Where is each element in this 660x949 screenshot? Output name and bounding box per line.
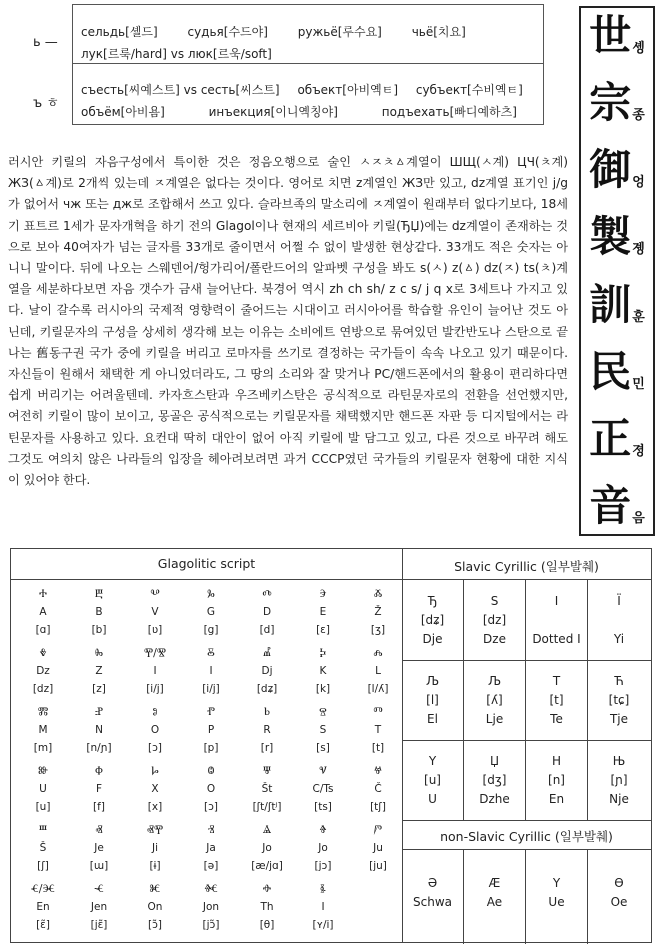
glagolitic-letter-cell bbox=[183, 880, 239, 934]
phonetic-value: [g] bbox=[203, 624, 219, 636]
cyrillic-letter-cell bbox=[402, 580, 464, 660]
glagolitic-glyph: Ⱂ bbox=[206, 705, 216, 718]
glagolitic-glyph: Ⱆ bbox=[38, 764, 48, 777]
latin-transliteration: R bbox=[263, 724, 271, 736]
phonetic-value: [ju] bbox=[369, 860, 387, 872]
phonetic-value: [ts] bbox=[314, 801, 332, 813]
cyrillic-letter-cell bbox=[588, 850, 650, 944]
phonetic-value: [t] bbox=[549, 693, 564, 707]
phonetic-value: [ɛ̃] bbox=[36, 919, 50, 931]
example-word: судья[수드야] bbox=[187, 25, 268, 39]
latin-transliteration: Ji bbox=[151, 842, 158, 854]
seal-row bbox=[589, 11, 645, 60]
glagolitic-letter-cell bbox=[127, 880, 183, 934]
glagolitic-letter-cell bbox=[15, 585, 71, 639]
seal-hangul: 민 bbox=[632, 376, 645, 392]
example-word: объект[아비옉ㅌ] bbox=[297, 83, 399, 97]
phonetic-value: [ɨ] bbox=[149, 860, 161, 872]
letter-name: Dze bbox=[483, 632, 506, 646]
phonetic-value: [ʎ] bbox=[486, 693, 503, 707]
letter-name: El bbox=[427, 712, 438, 726]
latin-transliteration: Ž bbox=[374, 606, 382, 618]
glagolitic-glyph: Ⰾ bbox=[373, 646, 383, 659]
glagolitic-glyph: Ⱔ/Ⱗ bbox=[31, 882, 55, 895]
hard-line-1 bbox=[81, 81, 549, 98]
glagolitic-glyph: Ⱅ bbox=[373, 705, 383, 718]
slavic-cyrillic-table bbox=[402, 548, 652, 943]
latin-transliteration: E bbox=[319, 606, 327, 618]
letter-name: Schwa bbox=[413, 895, 452, 909]
phonetic-value: [ʋ] bbox=[147, 624, 163, 636]
letter-name: Dje bbox=[422, 632, 443, 646]
letter-name: U bbox=[428, 792, 437, 806]
grid-line bbox=[402, 740, 651, 741]
cyrillic-letter-cell bbox=[588, 580, 650, 660]
glagolitic-letter-cell bbox=[239, 644, 295, 698]
glagolitic-letter-cell bbox=[350, 644, 406, 698]
phonetic-value: [ɛ] bbox=[316, 624, 330, 636]
phonetic-value: [m] bbox=[33, 742, 53, 754]
glagolitic-glyph: Ⱇ bbox=[95, 764, 103, 777]
latin-transliteration: Dj bbox=[261, 665, 273, 677]
glagolitic-letter-cell bbox=[183, 821, 239, 875]
glagolitic-letter-cell bbox=[295, 880, 351, 934]
phonetic-value: [ʏ/i] bbox=[312, 919, 334, 931]
cyrillic-glyph: Ђ bbox=[427, 594, 438, 608]
letter-name: Nje bbox=[609, 792, 629, 806]
glagolitic-letter-cell bbox=[239, 585, 295, 639]
latin-transliteration: B bbox=[95, 606, 103, 618]
latin-transliteration: Th bbox=[260, 901, 274, 913]
letter-name: Dotted I bbox=[532, 632, 581, 646]
letter-name: Ue bbox=[548, 895, 565, 909]
glagolitic-glyph: Ⰳ bbox=[207, 587, 215, 600]
phonetic-value: [s] bbox=[316, 742, 330, 754]
letter-name: Lje bbox=[485, 712, 504, 726]
seal-hangul: 졍 bbox=[632, 443, 645, 459]
latin-transliteration: I bbox=[321, 901, 325, 913]
phonetic-value bbox=[526, 611, 587, 630]
latin-transliteration: T bbox=[374, 724, 382, 736]
example-word: чьё[치요] bbox=[411, 25, 466, 39]
latin-transliteration: K bbox=[319, 665, 327, 677]
cyrillic-glyph: Æ bbox=[488, 876, 501, 890]
example-word: инъекция[이니옉칭야] bbox=[208, 105, 338, 119]
slavic-grid bbox=[402, 579, 651, 820]
cyrillic-glyph: Н bbox=[551, 754, 562, 768]
example-word: подъехать[빠디예하츠] bbox=[381, 105, 517, 119]
glagolitic-glyph: Ⱑ bbox=[262, 823, 272, 836]
soft-line-2: лук[르룩/hard] vs люк[르욱/soft] bbox=[81, 47, 272, 61]
glagolitic-letter-cell bbox=[71, 880, 127, 934]
letter-name: Te bbox=[550, 712, 563, 726]
seal-hanja: 御 bbox=[589, 145, 632, 195]
cyrillic-letter-cell bbox=[464, 580, 526, 660]
latin-transliteration: Dz bbox=[36, 665, 50, 677]
hard-sign-label: ъ ㅎ bbox=[33, 96, 59, 111]
phonetic-value: [u] bbox=[35, 801, 51, 813]
phonetic-value bbox=[588, 611, 650, 630]
latin-transliteration: I bbox=[153, 665, 157, 677]
glagolitic-letter-cell bbox=[239, 762, 295, 816]
glagolitic-glyph: Ⱄ bbox=[319, 705, 327, 718]
seal-hanja: 民 bbox=[589, 346, 632, 396]
cyrillic-glyph: Ү bbox=[428, 754, 437, 768]
glagolitic-glyph: Ⱘ bbox=[149, 882, 161, 895]
body-paragraph: 러시안 키릴의 자음구성에서 특이한 것은 정음오행으로 술인 ㅅㅈㅊㅿ계열이 ШЩ(ㅅ계) ЦЧ(ㅊ계) ЖЗ(ㅿ계)로 2개씩 있는데 ㅈ계열은 없다는 것이다. 영어로 치면 z계열인 ЖЗ만 있고, dz계열 표기인 j/g가 없어서 чж 또는 дж로 조합해서 쓰고 있다. 슬라브족의 말소리에 ㅈ계열이 원래부터 없다기보다, 18세기 표트르 1세가 문자개혁을 하기 전의 Glagol이나 현재의 세르비아 키릴(ЂЏ)에는 dz계열이 존재하는 것으로 보아 40여자가 넘는 글자를 33개로 줄이면서 어쩔 수 없이 발생한 현상같다. 33개도 적은 숫자는 아니니 말이다. 뒤에 나오는 스웨덴어/헝가리어/폴란드어의 알파벳 구성을 봐도 s(ㅅ) z(ㅿ) dz(ㅈ) ts(ㅊ)계열을 세분하다보면 자음 갯수가 금새 늘어난다. 북경어 역시 zh ch sh/ z c s/ j q x로 3세트나 가지고 있다. 날이 갈수록 러시아의 국제적 영향력이 줄어드는 시대이고 러시아어를 학습할 유인이 늘어난 것도 아닌데, 키릴문자의 구성을 상세히 생각해 보는 이유는 소비에트 연방으로 묶여있던 발칸반도나 스탄으로 끝나는 舊동구권 국가 중에 키릴을 버리고 로마자를 쓰기로 결정하는 국가들이 속속 나오고 있기 때문이다. 자신들이 원해서 채택한 게 아니었더라도, 그 땅의 소리와 잘 맞거나 PC/핸드폰에서의 활용이 편리하다면 쉽게 버리기는 어려울텐데. 카자흐스탄과 우즈베키스탄은 공식적으로 라틴문자로의 전환을 선언했지만, 여전히 키릴이 많이 보이고, 몽골은 공식적으로는 키릴문자를 채택했지만 핸드폰 자판 등 디지털에서는 라틴문자를 사용하고 있다. 요컨대 딱히 대안이 없어 아직 키릴에 발 담그고 있고, 다른 것으로 바꾸려 해도 그것도 여의치 않은 나라들의 입장을 헤아려보려면 과거 CCCP였던 국가들의 키릴문자 현황에 대한 지식이 있어야 한다. bbox=[8, 155, 568, 488]
glagolitic-letter-cell bbox=[350, 762, 406, 816]
latin-transliteration: Jen bbox=[90, 901, 108, 913]
phonetic-value: [jɔ̃] bbox=[202, 919, 220, 931]
glagolitic-glyph: Ⱀ bbox=[94, 705, 104, 718]
phonetic-value: [z] bbox=[92, 683, 106, 695]
seal-row bbox=[589, 212, 645, 262]
phonetic-value: [k] bbox=[315, 683, 331, 695]
phonetic-value: [l] bbox=[426, 693, 439, 707]
cyrillic-glyph: І bbox=[554, 594, 559, 608]
seal-row bbox=[589, 78, 645, 128]
latin-transliteration: N bbox=[95, 724, 103, 736]
glagolitic-letter-cell bbox=[295, 821, 351, 875]
glagolitic-glyph: Ⰹ/Ⰺ bbox=[143, 646, 167, 659]
phonetic-value: [r] bbox=[260, 742, 274, 754]
cyrillic-glyph: Ѕ bbox=[490, 594, 499, 608]
example-word: ружьё[루수요] bbox=[297, 25, 382, 39]
glagolitic-letter-cell bbox=[127, 821, 183, 875]
glagolitic-glyph: Ⰵ bbox=[319, 587, 327, 600]
glagolitic-letter-cell bbox=[15, 703, 71, 757]
non-slavic-grid bbox=[402, 849, 651, 944]
glagolitic-letter-cell bbox=[127, 762, 183, 816]
glagolitic-glyph: Ⰸ bbox=[94, 646, 104, 659]
glagolitic-letter-cell bbox=[239, 821, 295, 875]
phonetic-value: [dʒ] bbox=[482, 773, 507, 787]
phonetic-value: [d] bbox=[259, 624, 275, 636]
glagolitic-glyph: Ⱖ bbox=[319, 823, 327, 836]
letter-name: Yi bbox=[613, 632, 625, 646]
phonetic-value: [i/j] bbox=[202, 683, 220, 695]
seal-row bbox=[589, 346, 645, 396]
seal-hanja: 訓 bbox=[589, 279, 632, 329]
seal-hanja: 世 bbox=[589, 11, 632, 60]
glagolitic-glyph: Ⰴ bbox=[262, 587, 272, 600]
latin-transliteration: Je bbox=[94, 842, 104, 854]
glagolitic-glyph: Ⱃ bbox=[264, 705, 270, 718]
phonetic-value: [jɔ] bbox=[314, 860, 332, 872]
phonetic-value: [u] bbox=[424, 773, 441, 787]
seal-hangul: 엉 bbox=[632, 175, 645, 191]
latin-transliteration: Jo bbox=[318, 842, 328, 854]
glagolitic-glyph: Ⰱ bbox=[94, 587, 103, 600]
glagolitic-letter-cell bbox=[295, 585, 351, 639]
cyrillic-letter-cell bbox=[588, 740, 650, 820]
phonetic-value: [ɔ] bbox=[148, 742, 162, 754]
phonetic-value: [b] bbox=[91, 624, 107, 636]
latin-transliteration: Z bbox=[95, 665, 103, 677]
glagolitic-glyph: Ⱙ bbox=[204, 882, 218, 895]
cyrillic-letter-cell bbox=[588, 660, 650, 740]
seal-hangul: 졩 bbox=[632, 242, 645, 258]
seal-hanja: 製 bbox=[589, 212, 632, 262]
seal-hanja: 音 bbox=[589, 480, 632, 530]
latin-transliteration: A bbox=[39, 606, 47, 618]
glagolitic-glyph: Ⱋ bbox=[262, 764, 271, 777]
glagolitic-glyph: Ⱛ bbox=[320, 882, 326, 895]
phonetic-value: [i/j] bbox=[146, 683, 164, 695]
cyrillic-letter-cell bbox=[402, 740, 464, 820]
latin-transliteration: U bbox=[39, 783, 47, 795]
phonetic-value: [ʒ] bbox=[370, 624, 386, 636]
phonetic-value: [ɲ] bbox=[610, 773, 628, 787]
slavic-title: Slavic Cyrillic (일부발췌) bbox=[454, 559, 599, 574]
non-slavic-title: non-Slavic Cyrillic (일부발췌) bbox=[440, 829, 613, 844]
phonetic-value: [n] bbox=[548, 773, 565, 787]
glagolitic-letter-cell bbox=[295, 703, 351, 757]
latin-transliteration: G bbox=[206, 606, 216, 618]
cyrillic-letter-cell bbox=[402, 660, 464, 740]
latin-transliteration: F bbox=[95, 783, 103, 795]
soft-sign-label: ь — bbox=[33, 35, 58, 50]
latin-transliteration: P bbox=[207, 724, 215, 736]
latin-transliteration: O bbox=[150, 724, 160, 736]
glagolitic-glyph: Ⰿ bbox=[37, 705, 49, 718]
phonetic-value: [ɔ] bbox=[204, 801, 218, 813]
phonetic-value: [θ] bbox=[259, 919, 275, 931]
cyrillic-letter-cell bbox=[402, 850, 464, 944]
glagolitic-letter-cell bbox=[183, 585, 239, 639]
phonetic-value: [dʑ] bbox=[420, 613, 445, 627]
cyrillic-glyph: Т bbox=[552, 674, 561, 688]
latin-transliteration: D bbox=[262, 606, 272, 618]
latin-transliteration: Jon bbox=[202, 901, 220, 913]
glagolitic-letter-cell bbox=[127, 644, 183, 698]
glagolitic-glyph: Ⱌ bbox=[319, 764, 327, 777]
glagolitic-letter-cell bbox=[295, 644, 351, 698]
latin-transliteration: O bbox=[206, 783, 216, 795]
cyrillic-glyph: Љ bbox=[487, 674, 502, 688]
latin-transliteration: Č bbox=[374, 783, 382, 795]
glagolitic-letter-cell bbox=[239, 703, 295, 757]
soft-line-1 bbox=[81, 23, 492, 40]
phonetic-value: [dz] bbox=[482, 613, 507, 627]
seal-hangul: 종 bbox=[632, 108, 645, 124]
cyrillic-glyph: Ә bbox=[427, 876, 438, 890]
cyrillic-letter-cell bbox=[464, 740, 526, 820]
glagolitic-glyph: Ⱁ bbox=[152, 705, 158, 718]
latin-transliteration: I bbox=[209, 665, 213, 677]
cyrillic-glyph: Џ bbox=[489, 754, 500, 768]
cyrillic-letter-cell bbox=[464, 660, 526, 740]
seal-row bbox=[589, 279, 645, 329]
seal-hangul: 훈 bbox=[632, 309, 645, 325]
glagolitic-letter-cell bbox=[71, 762, 127, 816]
glagolitic-glyph: Ⰼ bbox=[263, 646, 271, 659]
seal-hanja: 正 bbox=[589, 413, 632, 463]
glagolitic-letter-cell bbox=[71, 821, 127, 875]
letter-name: En bbox=[548, 792, 565, 806]
cyrillic-glyph: Љ bbox=[425, 674, 440, 688]
latin-transliteration: S bbox=[319, 724, 327, 736]
seal-hangul: 솅 bbox=[632, 41, 645, 56]
cyrillic-glyph: Ћ bbox=[614, 674, 624, 688]
latin-transliteration: On bbox=[147, 901, 163, 913]
latin-transliteration: Š bbox=[39, 842, 47, 854]
phonetic-value: [n/ɲ] bbox=[86, 742, 112, 754]
glagolitic-letter-cell bbox=[71, 644, 127, 698]
glagolitic-letter-cell bbox=[183, 644, 239, 698]
latin-transliteration: C/Ts bbox=[312, 783, 334, 795]
cyrillic-glyph: Њ bbox=[612, 754, 626, 768]
cyrillic-glyph: Ө bbox=[614, 876, 624, 890]
glagolitic-glyph: ⰟⰉ bbox=[146, 823, 164, 836]
cyrillic-letter-cell bbox=[464, 850, 526, 944]
glagolitic-glyph: Ⱎ bbox=[38, 823, 47, 836]
glagolitic-glyph: Ⱍ bbox=[373, 764, 383, 777]
latin-transliteration: Št bbox=[261, 783, 273, 795]
glagolitic-table bbox=[10, 548, 403, 943]
example-word: съесть[씨예스트] vs сесть[씨스트] bbox=[81, 83, 280, 97]
seal-row bbox=[589, 480, 645, 530]
glagolitic-glyph: Ⱚ bbox=[262, 882, 272, 895]
example-box bbox=[72, 4, 544, 125]
phonetic-value: [dʑ] bbox=[256, 683, 278, 695]
latin-transliteration: En bbox=[36, 901, 50, 913]
glagolitic-letter-cell bbox=[350, 821, 406, 875]
glagolitic-letter-cell bbox=[15, 644, 71, 698]
phonetic-value: [tʃ] bbox=[370, 801, 386, 813]
letter-name: Tje bbox=[609, 712, 629, 726]
latin-transliteration: Ja bbox=[206, 842, 216, 854]
glagolitic-letter-cell bbox=[295, 762, 351, 816]
latin-transliteration: V bbox=[151, 606, 159, 618]
phonetic-value: [ə] bbox=[203, 860, 219, 872]
grid-line bbox=[402, 660, 651, 661]
example-word: объём[아비욤] bbox=[81, 105, 165, 119]
glagolitic-glyph: Ⰻ bbox=[207, 646, 215, 659]
glagolitic-glyph: Ⱓ bbox=[373, 823, 383, 836]
latin-transliteration: L bbox=[375, 665, 381, 677]
glagolitic-letter-cell bbox=[15, 880, 71, 934]
glagolitic-glyph: Ⰷ bbox=[39, 646, 47, 659]
glagolitic-letter-cell bbox=[239, 880, 295, 934]
glagolitic-glyph: Ⱏ bbox=[95, 823, 103, 836]
example-word: сельдь[셸드] bbox=[81, 25, 158, 39]
latin-transliteration: X bbox=[151, 783, 159, 795]
letter-name: Oe bbox=[610, 895, 628, 909]
latin-transliteration: M bbox=[38, 724, 48, 736]
phonetic-value: [f] bbox=[93, 801, 105, 813]
phonetic-value: [ʃt/ʃtʲ] bbox=[252, 801, 282, 813]
phonetic-value: [p] bbox=[203, 742, 219, 754]
phonetic-value: [ʃ] bbox=[37, 860, 49, 872]
glagolitic-letter-cell bbox=[350, 703, 406, 757]
glagolitic-letter-cell bbox=[15, 762, 71, 816]
glagolitic-glyph: Ⰽ bbox=[319, 646, 327, 659]
phonetic-value: [ɑ] bbox=[35, 624, 51, 636]
cyrillic-letter-cell bbox=[526, 660, 588, 740]
cyrillic-glyph: Ї bbox=[617, 594, 621, 608]
seal-row bbox=[589, 413, 645, 463]
glagolitic-glyph: Ⱐ bbox=[207, 823, 215, 836]
glagolitic-glyph: Ⰰ bbox=[39, 587, 47, 600]
glagolitic-letter-cell bbox=[183, 762, 239, 816]
glagolitic-glyph: Ⰲ bbox=[150, 587, 160, 600]
latin-transliteration: Ju bbox=[373, 842, 383, 854]
seal-hangul: 음 bbox=[632, 510, 645, 526]
phonetic-value: [ɔ̃] bbox=[148, 919, 162, 931]
glagolitic-letter-cell bbox=[71, 703, 127, 757]
seal-hanja: 宗 bbox=[589, 78, 632, 128]
glagolitic-letter-cell bbox=[127, 585, 183, 639]
letter-name: Ae bbox=[486, 895, 503, 909]
phonetic-value: [jɛ̃] bbox=[90, 919, 108, 931]
glagolitic-letter-cell bbox=[183, 703, 239, 757]
glagolitic-title: Glagolitic script bbox=[11, 549, 402, 580]
glagolitic-letter-cell bbox=[127, 703, 183, 757]
phonetic-value: [æ/jɑ] bbox=[251, 860, 283, 872]
hard-line-2 bbox=[81, 103, 543, 120]
glagolitic-glyph: Ⱈ bbox=[151, 764, 159, 777]
grid-line bbox=[402, 820, 651, 821]
letter-name: Dzhe bbox=[479, 792, 510, 806]
cyrillic-letter-cell bbox=[526, 580, 588, 660]
box-divider bbox=[73, 63, 543, 64]
phonetic-value: [ɯ] bbox=[89, 860, 109, 872]
phonetic-value: [t] bbox=[371, 742, 385, 754]
glagolitic-glyph: Ⱉ bbox=[207, 764, 215, 777]
hunminjeongeum-seal bbox=[579, 6, 655, 536]
cyrillic-letter-cell bbox=[526, 850, 588, 944]
phonetic-value: [dz] bbox=[32, 683, 54, 695]
seal-row bbox=[589, 145, 645, 195]
latin-transliteration: Jo bbox=[262, 842, 272, 854]
phonetic-value: [tɕ] bbox=[608, 693, 630, 707]
cyrillic-glyph: Ү bbox=[552, 876, 561, 890]
phonetic-value: [x] bbox=[147, 801, 163, 813]
phonetic-value: [l/ʎ] bbox=[367, 683, 389, 695]
example-word: субъект[수비옉ㅌ] bbox=[415, 83, 523, 97]
cyrillic-letter-cell bbox=[526, 740, 588, 820]
glagolitic-letter-cell bbox=[71, 585, 127, 639]
glagolitic-glyph: Ⱕ bbox=[94, 882, 104, 895]
glagolitic-glyph: Ⰶ bbox=[373, 587, 383, 600]
glagolitic-letter-cell bbox=[15, 821, 71, 875]
glagolitic-letter-cell bbox=[350, 585, 406, 639]
